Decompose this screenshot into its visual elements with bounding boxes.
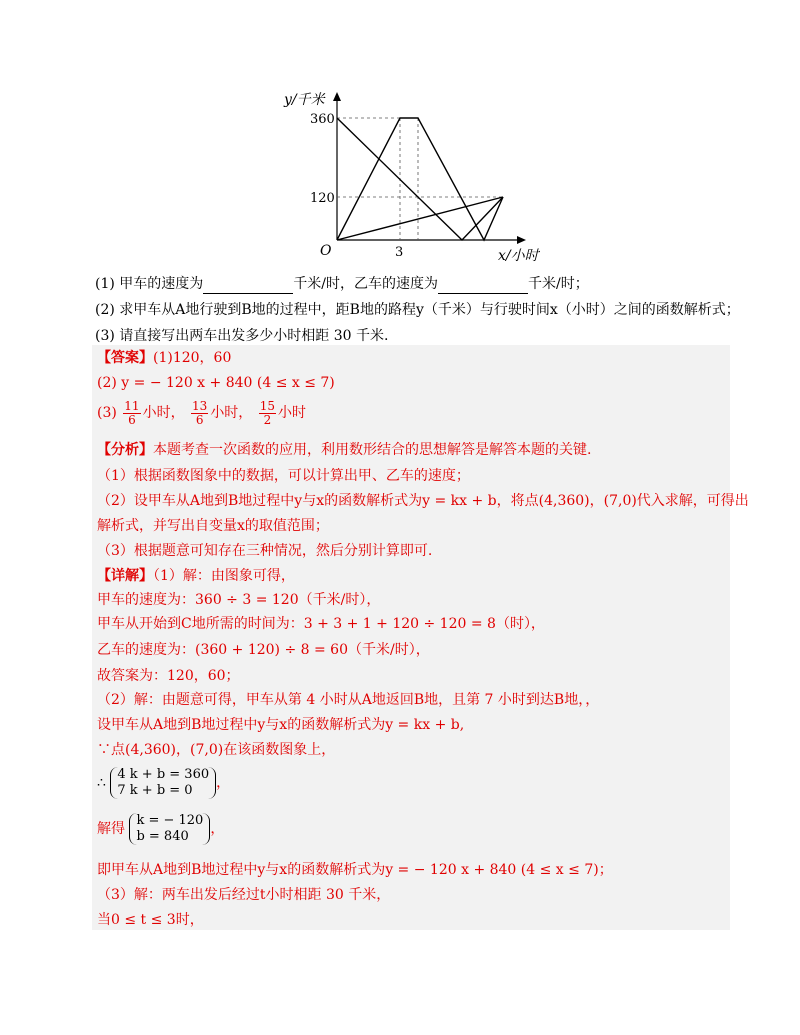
car-yi-rise <box>337 197 503 240</box>
tick-360: 360 <box>310 112 335 127</box>
detail-d7: ∵点(4,360)，(7,0)在该函数图象上， <box>97 742 336 758</box>
detail-d9: 解得 k = − 120 b = 840 ， <box>97 813 225 844</box>
detail-d8: ∴ 4 k + b = 360 7 k + b = 0 ， <box>97 767 231 798</box>
x-axis-arrow <box>517 236 526 244</box>
detail-d5: （2）解：由题意可得，甲车从第 4 小时从A地返回B地，且第 7 小时到达B地，， <box>97 692 600 708</box>
car-jia-line <box>337 118 503 240</box>
answer-blank-2 <box>438 279 528 294</box>
detail-d2: 甲车从开始到C地所需的时间为：3 + 3 + 1 + 120 ÷ 120 = 8（时）， <box>97 616 545 632</box>
answer-line-3: (3) $\frac{11}{6}$ 小时， $\frac{13}{6}$ 小时， $\frac{15}{2}$ 小时 <box>97 398 307 427</box>
answer-line-1: 【答案】(1)120，60 <box>97 350 232 366</box>
detail-d4: 故答案为：120，60； <box>97 668 240 684</box>
question-2: (2) 求甲车从A地行驶到B地的过程中，距B地的路程y（千米）与行驶时间x（小时）之间的函数解析式； <box>95 302 740 318</box>
fraction-13-6: $\frac{13}{6}$ <box>192 398 208 427</box>
fraction-15-2: $\frac{15}{2}$ <box>259 398 276 427</box>
detail-d12: 当0 ≤ t ≤ 3时， <box>97 912 204 928</box>
answer-blank-1 <box>203 279 293 294</box>
detail-d3: 乙车的速度为：(360 + 120) ÷ 8 = 60（千米/时）， <box>97 642 430 658</box>
origin-label: O <box>320 243 332 259</box>
car-yi-line <box>337 118 503 240</box>
detail-d10: 即甲车从A地到B地过程中y与x的函数解析式为y = − 120 x + 840 (4 ≤ x ≤ 7)； <box>97 862 613 878</box>
analysis-p3: （3）根据题意可知存在三种情况，然后分别计算即可. <box>97 543 433 559</box>
analysis-intro: 【分析】本题考查一次函数的应用，利用数形结合的思想解答是解答本题的关键. <box>97 442 592 458</box>
fraction-11-6: $\frac{11}{6}$ <box>124 398 140 427</box>
analysis-p1: （1）根据函数图象中的数据，可以计算出甲、乙车的速度； <box>97 468 470 484</box>
y-axis-label: y/千米 <box>284 92 325 108</box>
dashed-guides <box>337 118 503 240</box>
analysis-p2b: 解析式，并写出自变量x的取值范围； <box>97 518 329 534</box>
question-3: (3) 请直接写出两车出发多少小时相距 30 千米. <box>95 328 389 344</box>
solution-system: k = − 120 b = 840 <box>129 813 210 845</box>
tick-120: 120 <box>310 191 335 206</box>
x-axis-label: x/小时 <box>498 248 539 264</box>
detail-d11: （3）解：两车出发后经过t小时相距 30 千米， <box>97 887 391 903</box>
detail-d1: 甲车的速度为：360 ÷ 3 = 120（千米/时）， <box>97 592 381 608</box>
question-1: (1) 甲车的速度为 千米/时，乙车的速度为 千米/时； <box>95 276 589 292</box>
answer-line-2: (2) y = − 120 x + 840 (4 ≤ x ≤ 7) <box>97 375 335 391</box>
function-graph <box>270 88 540 268</box>
detail-d6: 设甲车从A地到B地过程中y与x的函数解析式为y = kx + b, <box>97 717 465 733</box>
tick-3: 3 <box>395 245 404 260</box>
y-axis-arrow <box>333 92 341 101</box>
detail-start: 【详解】（1）解：由图象可得， <box>97 568 295 584</box>
equation-system: 4 k + b = 360 7 k + b = 0 <box>110 767 216 799</box>
analysis-p2a: （2）设甲车从A地到B地过程中y与x的函数解析式为y = kx + b，将点(4,360)，(7,0)代入求解，可得出 <box>97 493 749 509</box>
